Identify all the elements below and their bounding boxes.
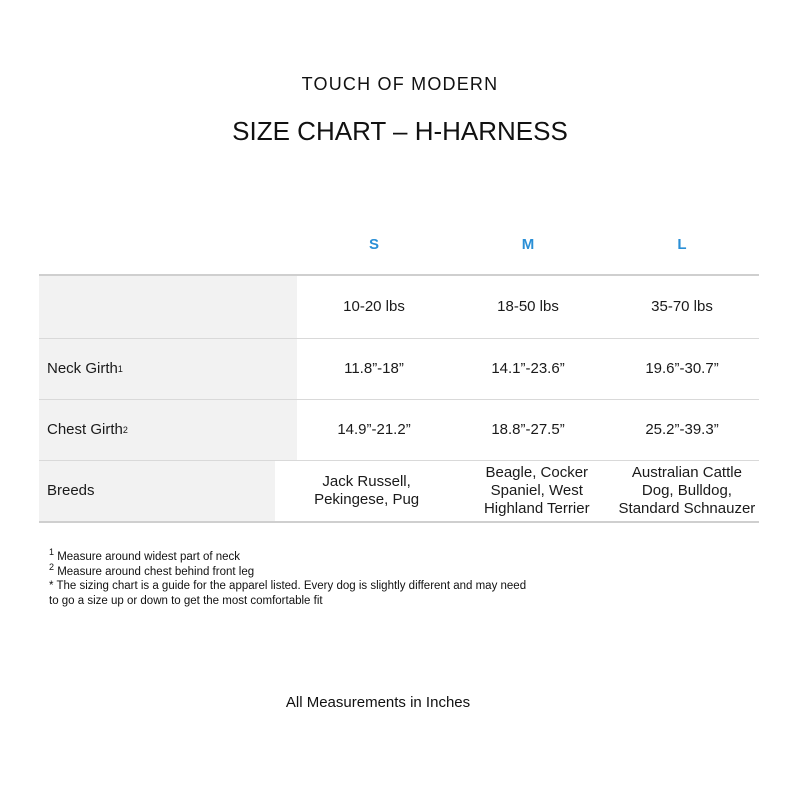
table-row-neck-girth [39,338,759,399]
cell-neck-l: 19.6”-30.7” [645,360,719,377]
cell-neck-s: 11.8”-18” [344,360,404,377]
cell-weight-s: 10-20 lbs [343,298,405,315]
cell-breeds-s: Jack Russell, Pekingese, Pug [314,473,420,508]
size-header-s: S [368,236,379,253]
brand-logo-text: TOUCH OF MODERN [301,74,499,94]
table-row-breeds [39,460,759,521]
size-chart-table [39,274,759,523]
measurement-unit-note: All Measurements in Inches [285,694,471,711]
cell-breeds-l: Australian Cattle Dog, Bulldog, Standard Schnauzer [618,464,756,517]
cell-chest-s: 14.9”-21.2” [337,421,411,438]
cell-chest-l: 25.2”-39.3” [645,421,719,438]
footnote-2: $^2$ Measure around chest behind front leg [49,561,255,578]
footnotes [49,547,529,608]
footnote-1: $^1$ Measure around widest part of neck [49,547,241,563]
row-label-neck-girth: Neck Girth 1 [39,339,297,399]
row-label-breeds: Breeds [39,461,275,521]
size-header-m: M [521,236,535,253]
cell-breeds-m: Beagle, Cocker Spaniel, West Highland Terrier [483,464,590,517]
footnote-disclaimer: * The sizing chart is a guide for the apparel listed. Every dog is slightly different and may need to go a size up or down to get the most comfortable fit [49,580,527,607]
cell-chest-m: 18.8”-27.5” [491,421,565,438]
cell-weight-l: 35-70 lbs [651,298,713,315]
cell-neck-m: 14.1”-23.6” [491,360,565,377]
table-row-weight [39,276,759,338]
table-row-chest-girth [39,399,759,460]
row-label-chest-girth: Chest Girth 2 [39,400,297,460]
size-header [0,236,800,258]
size-header-l: L [677,236,687,253]
page-title: SIZE CHART – H-HARNESS [232,116,568,146]
row-label-weight [39,276,297,338]
cell-weight-m: 18-50 lbs [497,298,559,315]
